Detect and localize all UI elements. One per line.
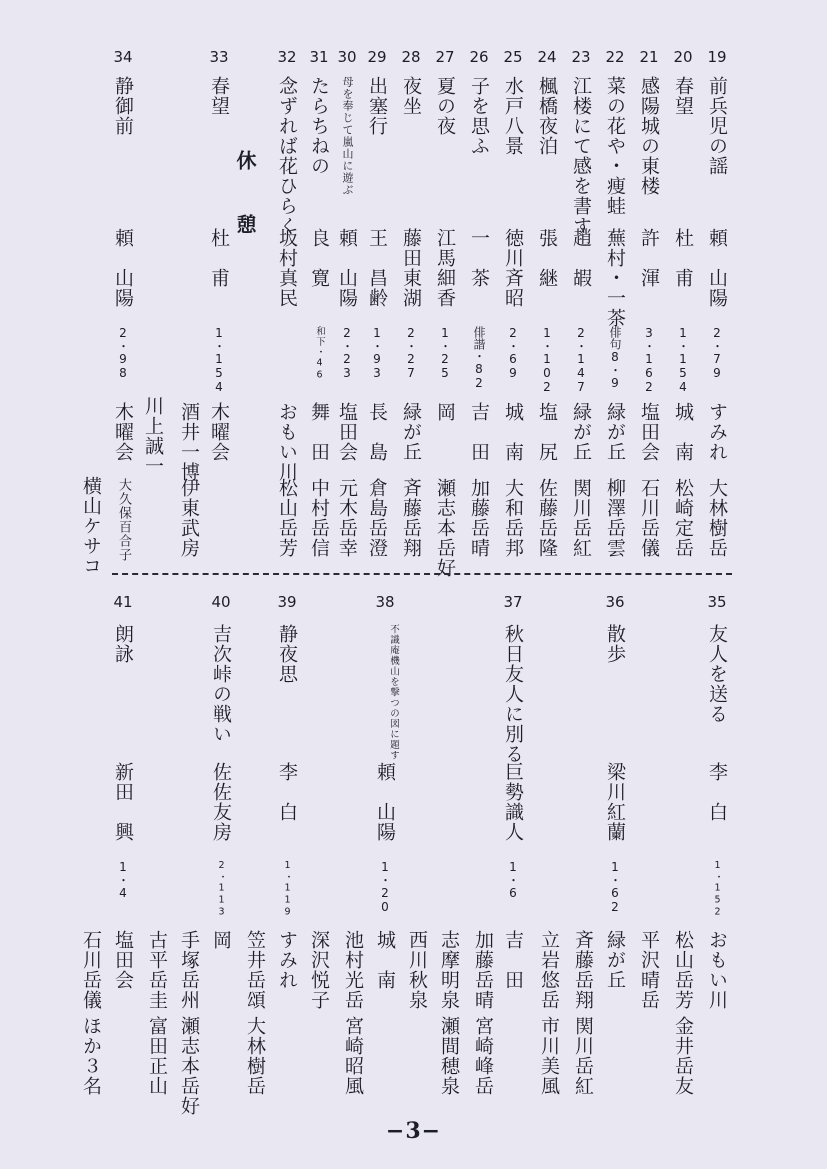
item-performer: 大久保百合子 bbox=[116, 478, 131, 562]
item-group: 城 南 bbox=[374, 930, 396, 990]
item-group: 塩田会 bbox=[638, 402, 660, 462]
item-group: 木曜会 bbox=[112, 402, 134, 462]
item-page: 2・79 bbox=[710, 326, 724, 380]
performer-r34-b: 横山ケサコ bbox=[80, 476, 102, 576]
item-title: 不識庵機山を撃つの図に題す bbox=[388, 624, 399, 761]
performer: 池村光岳 bbox=[342, 930, 364, 1010]
item-title: 念ずれば花ひらく bbox=[276, 76, 298, 236]
performer: ほか３名 bbox=[80, 1016, 102, 1096]
item-performer: 倉島岳澄 bbox=[366, 478, 388, 558]
item-group: 吉 田 bbox=[502, 930, 524, 990]
item-number: 29 bbox=[367, 48, 387, 66]
item-title: 春望 bbox=[672, 76, 694, 116]
item-performer: 大林樹岳 bbox=[706, 478, 728, 558]
item-page: 1・25 bbox=[438, 326, 452, 380]
item-author: 頼 山陽 bbox=[336, 228, 358, 308]
item-author: 良 寛 bbox=[308, 228, 330, 288]
performer: 志摩明泉 bbox=[438, 930, 460, 1010]
item-group: 塩田会 bbox=[336, 402, 358, 462]
item-page: 3・162 bbox=[642, 326, 656, 394]
item-author: 藤田東湖 bbox=[400, 228, 422, 308]
item-author: 許 渾 bbox=[638, 228, 660, 288]
item-page: 2・69 bbox=[506, 326, 520, 380]
item-title: 吉次峠の戦い bbox=[210, 624, 232, 744]
item-number: 20 bbox=[673, 48, 693, 66]
item-group: 城 南 bbox=[672, 402, 694, 462]
item-title: 春望 bbox=[208, 76, 230, 116]
item-author: 頼 山陽 bbox=[706, 228, 728, 308]
performer: 西川秋泉 bbox=[406, 930, 428, 1010]
item-number: 31 bbox=[309, 48, 329, 66]
item-number: 34 bbox=[113, 48, 133, 66]
item-number: 36 bbox=[605, 593, 625, 611]
item-title: 出塞行 bbox=[366, 76, 388, 136]
item-page: 1・102 bbox=[540, 326, 554, 394]
item-performer: 大和岳邦 bbox=[502, 478, 524, 558]
item-page: 1・152 bbox=[712, 860, 723, 919]
item-number: 23 bbox=[571, 48, 591, 66]
item-number: 38 bbox=[375, 593, 395, 611]
item-page: 1・20 bbox=[378, 860, 392, 914]
item-page: 俳諧・82 bbox=[472, 326, 486, 390]
item-title: 秋日友人に別る bbox=[502, 624, 524, 764]
item-performer: 石川岳儀 bbox=[638, 478, 660, 558]
item-number: 22 bbox=[605, 48, 625, 66]
item-number: 24 bbox=[537, 48, 557, 66]
performer: 平沢晴岳 bbox=[638, 930, 660, 1010]
item-page: 1・119 bbox=[282, 860, 293, 919]
item-title: 江楼にて感を書す bbox=[570, 76, 592, 236]
item-title: 夜坐 bbox=[400, 76, 422, 116]
item-page: 1・4 bbox=[116, 860, 130, 900]
item-number: 37 bbox=[503, 593, 523, 611]
item-title: 朗詠 bbox=[112, 624, 134, 664]
item-title: 水戸八景 bbox=[502, 76, 524, 156]
item-title: 静御前 bbox=[112, 76, 134, 136]
item-group: 舞 田 bbox=[308, 402, 330, 462]
performer: 宮崎昭風 bbox=[342, 1016, 364, 1096]
item-page: 俳句8・9 bbox=[608, 326, 622, 390]
item-author: 坂村真民 bbox=[276, 228, 298, 308]
item-page: 1・154 bbox=[676, 326, 690, 394]
item-number: 25 bbox=[503, 48, 523, 66]
item-title: 菜の花や・痩蛙 bbox=[604, 76, 626, 216]
item-page: 1・62 bbox=[608, 860, 622, 914]
item-number: 30 bbox=[337, 48, 357, 66]
performer: 市川美風 bbox=[538, 1016, 560, 1096]
performer: 深沢悦子 bbox=[308, 930, 330, 1010]
item-page: 2・147 bbox=[574, 326, 588, 394]
performer: 手塚岳州 bbox=[178, 930, 200, 1010]
item-number: 21 bbox=[639, 48, 659, 66]
item-group: 塩 尻 bbox=[536, 402, 558, 462]
item-author: 徳川斉昭 bbox=[502, 228, 524, 308]
item-group: 木曜会 bbox=[208, 402, 230, 462]
item-author: 頼 山陽 bbox=[112, 228, 134, 308]
performer: 瀬間穂泉 bbox=[438, 1016, 460, 1096]
item-author: 一 茶 bbox=[468, 228, 490, 288]
performer: 立岩悠岳 bbox=[538, 930, 560, 1010]
item-title: 母を奉じて嵐山に遊ぶ bbox=[341, 76, 354, 196]
item-page: 1・93 bbox=[370, 326, 384, 380]
item-group: 緑が丘 bbox=[400, 402, 422, 462]
item-number: 32 bbox=[277, 48, 297, 66]
item-performer: 柳澤岳雲 bbox=[604, 478, 626, 558]
item-number: 19 bbox=[707, 48, 727, 66]
item-author: 梁川紅蘭 bbox=[604, 762, 626, 842]
item-performer: 斉藤岳翔 bbox=[400, 478, 422, 558]
item-group: 岡 bbox=[210, 930, 232, 950]
item-performer: 中村岳信 bbox=[308, 478, 330, 558]
item-page: 2・113 bbox=[216, 860, 227, 919]
item-group: 岡 bbox=[434, 402, 456, 422]
item-group: 長 島 bbox=[366, 402, 388, 462]
performer: 石川岳儀 bbox=[80, 930, 102, 1010]
item-group: おもい川 bbox=[706, 930, 728, 1010]
item-author: 佐佐友房 bbox=[210, 762, 232, 842]
item-author: 杜 甫 bbox=[672, 228, 694, 288]
item-page: 1・6 bbox=[506, 860, 520, 900]
performer: 加藤岳晴 bbox=[472, 930, 494, 1010]
item-number: 27 bbox=[435, 48, 455, 66]
item-number: 33 bbox=[209, 48, 229, 66]
item-performer: 松崎定岳 bbox=[672, 478, 694, 558]
item-group: すみれ bbox=[276, 930, 298, 990]
item-number: 28 bbox=[401, 48, 421, 66]
item-number: 35 bbox=[707, 593, 727, 611]
item-author: 李 白 bbox=[706, 762, 728, 822]
item-title: 感陽城の東楼 bbox=[638, 76, 660, 196]
item-title: 楓橋夜泊 bbox=[536, 76, 558, 156]
item-author: 張 継 bbox=[536, 228, 558, 288]
item-title: 子を思ふ bbox=[468, 76, 490, 156]
item-title: 前兵児の謡 bbox=[706, 76, 728, 176]
performer-r33-b: 伊東武房 bbox=[178, 478, 200, 558]
performer: 松山岳芳 bbox=[672, 930, 694, 1010]
item-group: 緑が丘 bbox=[604, 402, 626, 462]
page-number: −3− bbox=[385, 1118, 442, 1144]
performer: 瀬志本岳好 bbox=[178, 1016, 200, 1116]
item-page: 2・27 bbox=[404, 326, 418, 380]
break-label: 休 憩 bbox=[233, 150, 257, 244]
item-number: 41 bbox=[113, 593, 133, 611]
performer: 斉藤岳翔 bbox=[572, 930, 594, 1010]
item-author: 頼 山陽 bbox=[374, 762, 396, 842]
performer: 笠井岳頌 bbox=[244, 930, 266, 1010]
item-author: 巨勢識人 bbox=[502, 762, 524, 842]
performer: 古平岳圭 bbox=[146, 930, 168, 1010]
performer-r33-a: 酒井一博 bbox=[178, 402, 200, 482]
item-author: 新田 興 bbox=[112, 762, 134, 842]
item-author: 蕪村・一茶 bbox=[604, 228, 626, 328]
item-title: 夏の夜 bbox=[434, 76, 456, 136]
item-group: 吉 田 bbox=[468, 402, 490, 462]
item-author: 杜 甫 bbox=[208, 228, 230, 288]
item-page: 2・23 bbox=[340, 326, 354, 380]
item-group: 塩田会 bbox=[112, 930, 134, 990]
item-performer: 元木岳幸 bbox=[336, 478, 358, 558]
item-performer: 加藤岳晴 bbox=[468, 478, 490, 558]
item-group: 緑が丘 bbox=[570, 402, 592, 462]
performer: 宮崎峰岳 bbox=[472, 1016, 494, 1096]
item-group: すみれ bbox=[706, 402, 728, 462]
item-page: 和下・46 bbox=[314, 326, 325, 382]
item-group: 城 南 bbox=[502, 402, 524, 462]
item-page: 2・98 bbox=[116, 326, 130, 380]
performer: 関川岳紅 bbox=[572, 1016, 594, 1096]
item-author: 王 昌齢 bbox=[366, 228, 388, 308]
item-number: 40 bbox=[211, 593, 231, 611]
item-page: 1・154 bbox=[212, 326, 226, 394]
item-author: 李 白 bbox=[276, 762, 298, 822]
item-author: 江馬細香 bbox=[434, 228, 456, 308]
performer: 富田正山 bbox=[146, 1016, 168, 1096]
item-number: 26 bbox=[469, 48, 489, 66]
item-group: 緑が丘 bbox=[604, 930, 626, 990]
performer-r34-a: 川上誠一 bbox=[142, 396, 164, 476]
item-title: 散歩 bbox=[604, 624, 626, 664]
item-performer: 瀬志本岳好 bbox=[434, 478, 456, 578]
performer: 金井岳友 bbox=[672, 1016, 694, 1096]
item-title: たらちねの bbox=[308, 76, 330, 176]
section-divider bbox=[112, 573, 732, 575]
performer: 大林樹岳 bbox=[244, 1016, 266, 1096]
item-number: 39 bbox=[277, 593, 297, 611]
item-title: 友人を送る bbox=[706, 624, 728, 724]
item-performer: 佐藤岳隆 bbox=[536, 478, 558, 558]
item-author: 趙 嘏 bbox=[570, 228, 592, 288]
item-title: 静夜思 bbox=[276, 624, 298, 684]
item-group: おもい川 bbox=[276, 402, 298, 482]
item-performer: 関川岳紅 bbox=[570, 478, 592, 558]
item-performer: 松山岳芳 bbox=[276, 478, 298, 558]
